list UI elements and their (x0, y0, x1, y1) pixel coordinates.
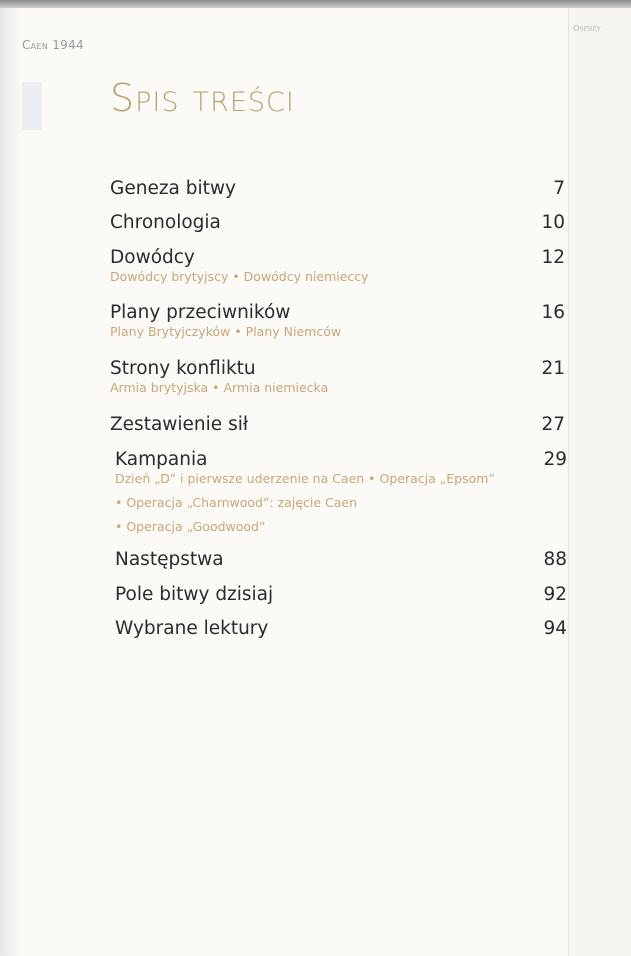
toc-entry-title: Geneza bitwy (110, 178, 236, 199)
toc-page-number: 16 (541, 302, 565, 323)
toc-row (110, 358, 565, 379)
bleed-through-mark (22, 82, 42, 130)
toc-row (115, 549, 567, 570)
scan-top-edge (0, 0, 631, 8)
toc-entry-title: Strony konfliktu (110, 358, 256, 379)
toc-page-number: 27 (541, 414, 565, 435)
toc-entry (110, 358, 565, 399)
toc-subsection: • Operacja „Charnwood”: zajęcie Caen (115, 495, 358, 510)
toc-row (110, 302, 565, 323)
toc-entry-title: Chronologia (110, 212, 221, 233)
toc-entry (110, 212, 565, 233)
toc-entry-title: Plany przeciwników (110, 302, 291, 323)
toc-row (115, 618, 567, 639)
toc-subsection: Plany Brytyjczyków • Plany Niemców (110, 324, 342, 339)
toc-entry (115, 618, 567, 639)
toc-subsection: Dzień „D” i pierwsze uderzenie na Caen • Operacja „Epsom” (115, 471, 495, 486)
toc-entry (110, 302, 565, 343)
toc-page-number: 29 (543, 449, 567, 470)
toc-entry (115, 449, 567, 538)
toc-row (110, 414, 565, 435)
toc-entry (110, 414, 565, 435)
toc-subsection: Armia brytyjska • Armia niemiecka (110, 380, 329, 395)
page-title: Spis treści (110, 76, 295, 120)
toc-page-number: 12 (541, 247, 565, 268)
toc-page-number: 94 (543, 618, 567, 639)
toc-subsection: • Operacja „Goodwood” (115, 519, 266, 534)
adjacent-page (568, 8, 631, 956)
toc-entry-title: Dowódcy (110, 247, 195, 268)
toc-page-number: 92 (543, 584, 567, 605)
toc-page-number: 88 (543, 549, 567, 570)
toc-row (110, 212, 565, 233)
toc-entry-title: Wybrane lektury (115, 618, 269, 639)
running-header: Caen 1944 (22, 38, 84, 52)
toc-entry (115, 549, 567, 570)
toc-entry (110, 178, 565, 199)
toc-row (110, 247, 565, 268)
toc-entry-title: Pole bitwy dzisiaj (115, 584, 274, 605)
page-gutter-shadow (0, 8, 22, 956)
toc-subsection: Dowódcy brytyjscy • Dowódcy niemieccy (110, 269, 369, 284)
toc-row (115, 584, 567, 605)
toc-page-number: 21 (541, 358, 565, 379)
toc-entry-title: Kampania (115, 449, 208, 470)
toc-entry (115, 584, 567, 605)
toc-page-number: 7 (553, 178, 565, 199)
toc-entry-title: Zestawienie sił (110, 414, 249, 435)
toc-entry (110, 247, 565, 288)
toc-row (110, 178, 565, 199)
publisher-logo: Osprey (573, 24, 601, 33)
toc-page-number: 10 (541, 212, 565, 233)
toc-entry-title: Następstwa (115, 549, 224, 570)
toc-row (115, 449, 567, 470)
